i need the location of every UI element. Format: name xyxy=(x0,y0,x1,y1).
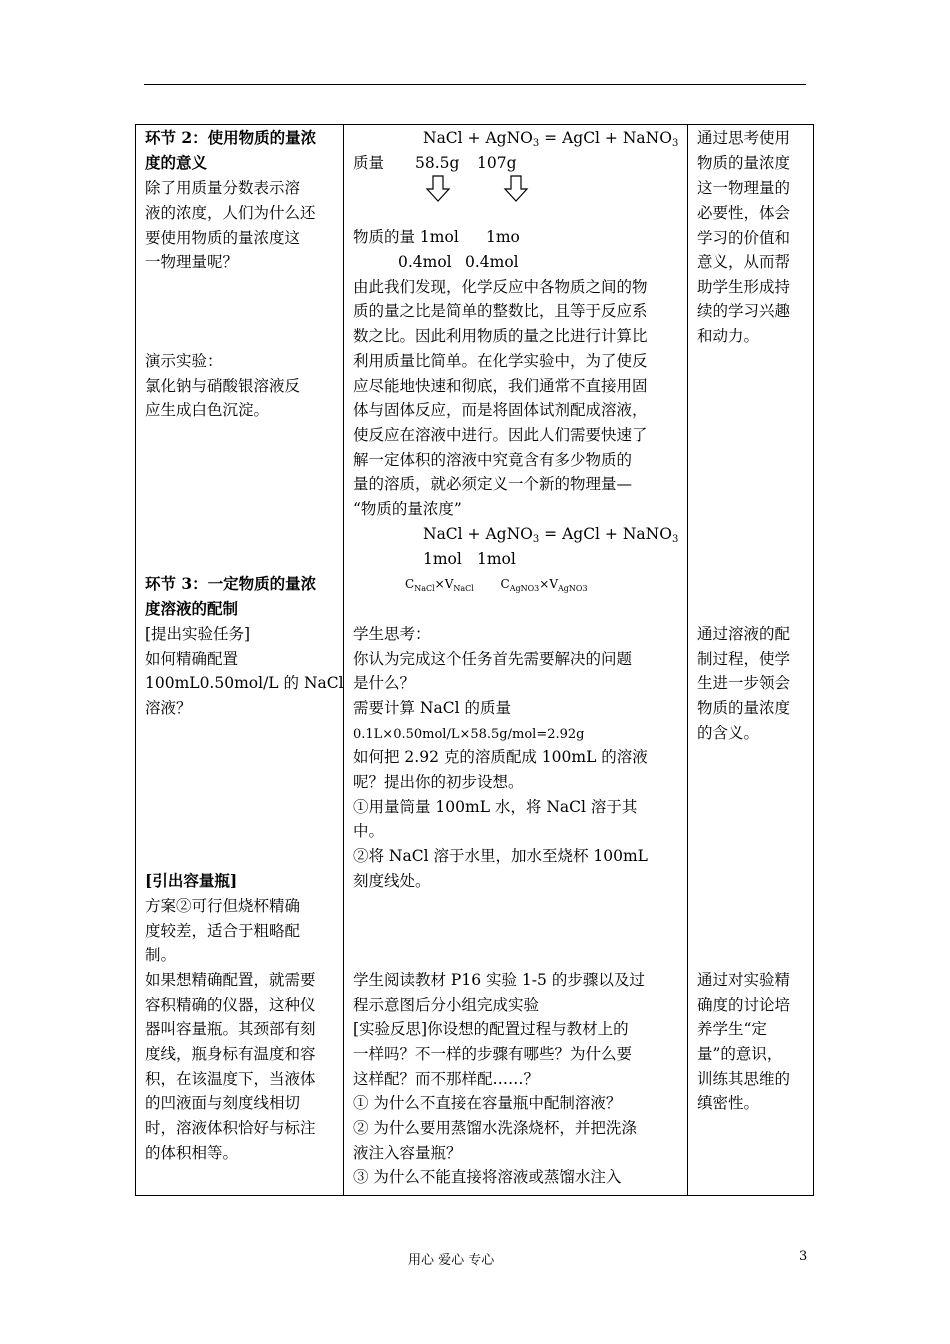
lesson-table xyxy=(135,124,814,1196)
col3-text: 物质的量浓度 xyxy=(697,699,791,717)
col1-text: 容积精确的仪器，这种仪 xyxy=(145,996,316,1014)
col3-text: 物质的量浓度 xyxy=(697,154,791,172)
col2-text: 刻度线处。 xyxy=(353,872,431,890)
mass-value: 58.5g xyxy=(415,154,460,172)
col2-text: 体与固体反应，而是将固体试剂配成溶液， xyxy=(353,401,648,419)
col2-text: 中。 xyxy=(353,822,385,840)
col1-text: 时，溶液体积恰好与标注 xyxy=(145,1119,316,1137)
col3-text: 确度的讨论培 xyxy=(697,996,791,1014)
col2-text: ②将 NaCl 溶于水里，加水至烧杯 100mL xyxy=(353,847,648,865)
calculation: 0.1L×0.50mol/L×58.5g/mol=2.92g xyxy=(353,727,585,742)
mole-value: 1mol xyxy=(423,550,462,568)
col2-text: 学生思考： xyxy=(353,625,431,643)
col3-text: 养学生“定 xyxy=(697,1020,767,1038)
col2-text: [实验反思]你设想的配置过程与教材上的 xyxy=(353,1020,629,1038)
question-item: 液注入容量瓶？ xyxy=(353,1144,462,1162)
col1-text: 一物理量呢？ xyxy=(145,253,239,271)
mass-value: 107g xyxy=(477,154,517,172)
col3-text: 生进一步领会 xyxy=(697,674,791,692)
col3-text: 续的学习兴趣 xyxy=(697,302,791,320)
col1-text: [提出实验任务] xyxy=(145,625,251,643)
section-2-title: 环节 2：使用物质的量浓 xyxy=(145,128,317,147)
mass-label: 质量 xyxy=(353,154,385,172)
section-3-title: 环节 3：一定物质的量浓 xyxy=(145,574,317,593)
col3-text: 制过程，使学 xyxy=(697,650,791,668)
section-3-title: 度溶液的配制 xyxy=(145,599,239,618)
col1-text: 应生成白色沉淀。 xyxy=(145,401,270,419)
col1-text: 如果想精确配置，就需要 xyxy=(145,971,316,989)
col2-text: 量的溶质，就必须定义一个新的物理量— xyxy=(353,475,633,493)
col2-text: ①用量筒量 100mL 水，将 NaCl 溶于其 xyxy=(353,798,638,816)
col3-text: 这一物理量的 xyxy=(697,179,791,197)
col2-text: “物质的量浓度” xyxy=(353,500,462,518)
col2-text: 解一定体积的溶液中究竟含有多少物质的 xyxy=(353,451,633,469)
question-item: ② 为什么要用蒸馏水洗涤烧杯，并把洗涤 xyxy=(353,1119,637,1137)
col3-text: 意义，从而帮 xyxy=(697,253,791,271)
question-item: ① 为什么不直接在容量瓶中配制溶液？ xyxy=(353,1094,622,1112)
mole-value: 0.4mol xyxy=(398,253,452,271)
footer-motto: 用心 爱心 专心 xyxy=(408,1253,495,1268)
col2-text: 需要计算 NaCl 的质量 xyxy=(353,699,511,717)
col2-text: 利用质量比简单。在化学实验中，为了使反 xyxy=(353,352,648,370)
col2-text: 程示意图后分小组完成实验 xyxy=(353,996,540,1014)
col1-text: 度较差，适合于粗略配 xyxy=(145,922,301,940)
col2-text: 数之比。因此利用物质的量之比进行计算比 xyxy=(353,327,648,345)
col1-text: 积，在该温度下，当液体 xyxy=(145,1070,316,1088)
col3-text: 必要性，体会 xyxy=(697,204,791,222)
section-2-title: 度的意义 xyxy=(145,153,208,172)
col2-text: 由此我们发现，化学反应中各物质之间的物 xyxy=(353,278,648,296)
mole-value: 1mo xyxy=(486,228,520,246)
col2-text: 质的量之比是简单的整数比，且等于反应系 xyxy=(353,302,648,320)
page-number: 3 xyxy=(799,1249,808,1264)
col1-text: 要使用物质的量浓度这 xyxy=(145,229,301,247)
equation-1: NaCl + AgNO$_3$ = AgCl + NaNO$_3$ xyxy=(423,129,679,149)
col2-text: 应尽能地快速和彻底，我们通常不直接用固 xyxy=(353,377,648,395)
col3-text: 通过思考使用 xyxy=(697,129,791,147)
column-divider xyxy=(687,125,688,1195)
cv-expression: $C_{NaCl}\times V_{NaCl}$ $C_{AgNO3}\times V_{AgNO3}$ xyxy=(405,577,588,593)
question-item: ③ 为什么不能直接将溶液或蒸馏水注入 xyxy=(353,1168,622,1186)
col2-text: 使反应在溶液中进行。因此人们需要快速了 xyxy=(353,426,648,444)
col3-text: 助学生形成持 xyxy=(697,278,791,296)
col1-text: 方案②可行但烧杯精确 xyxy=(145,897,301,915)
demo-label: 演示实验： xyxy=(145,352,223,370)
col1-text: 的体积相等。 xyxy=(145,1144,239,1162)
col2-text: 你认为完成这个任务首先需要解决的问题 xyxy=(353,650,633,668)
col2-text: 一样吗？不一样的步骤有哪些？为什么要 xyxy=(353,1045,633,1063)
col1-text: 度线，瓶身标有温度和容 xyxy=(145,1045,316,1063)
col1-text: 制。 xyxy=(145,946,177,964)
col1-text: 100mL0.50mol/L 的 NaCl xyxy=(145,674,344,692)
col3-text: 训练其思维的 xyxy=(697,1070,791,1088)
col2-text: 呢？提出你的初步设想。 xyxy=(353,773,524,791)
col2-text: 是什么？ xyxy=(353,674,416,692)
col2-text: 如何把 2.92 克的溶质配成 100mL 的溶液 xyxy=(353,748,648,766)
col1-text: 氯化钠与硝酸银溶液反 xyxy=(145,377,301,395)
column-divider xyxy=(343,125,344,1195)
col1-text: 器叫容量瓶。其颈部有刻 xyxy=(145,1020,316,1038)
mole-value: 1mol xyxy=(477,550,516,568)
down-arrow-icon xyxy=(425,175,451,203)
col3-text: 量”的意识， xyxy=(697,1045,783,1063)
col1-text: 液的浓度，人们为什么还 xyxy=(145,204,316,222)
col1-text: 溶液？ xyxy=(145,699,192,717)
equation-2: NaCl + AgNO$_3$ = AgCl + NaNO$_3$ xyxy=(423,525,679,545)
header-rule xyxy=(144,84,806,85)
col3-text: 通过溶液的配 xyxy=(697,625,791,643)
col1-text: 的凹液面与刻度线相切 xyxy=(145,1094,301,1112)
col1-text: 如何精确配置 xyxy=(145,650,239,668)
col2-text: 这样配？而不那样配……？ xyxy=(353,1070,540,1088)
col3-text: 学习的价值和 xyxy=(697,229,791,247)
mole-label: 物质的量 1mol xyxy=(353,228,459,246)
col2-text: 学生阅读教材 P16 实验 1-5 的步骤以及过 xyxy=(353,971,645,989)
col1-text: 除了用质量分数表示溶 xyxy=(145,179,301,197)
mole-value: 0.4mol xyxy=(465,253,519,271)
flask-title: [引出容量瓶] xyxy=(145,871,238,890)
col3-text: 通过对实验精 xyxy=(697,971,791,989)
down-arrow-icon xyxy=(503,175,529,203)
col3-text: 缜密性。 xyxy=(697,1094,760,1112)
col3-text: 的含义。 xyxy=(697,724,760,742)
col3-text: 和动力。 xyxy=(697,327,760,345)
